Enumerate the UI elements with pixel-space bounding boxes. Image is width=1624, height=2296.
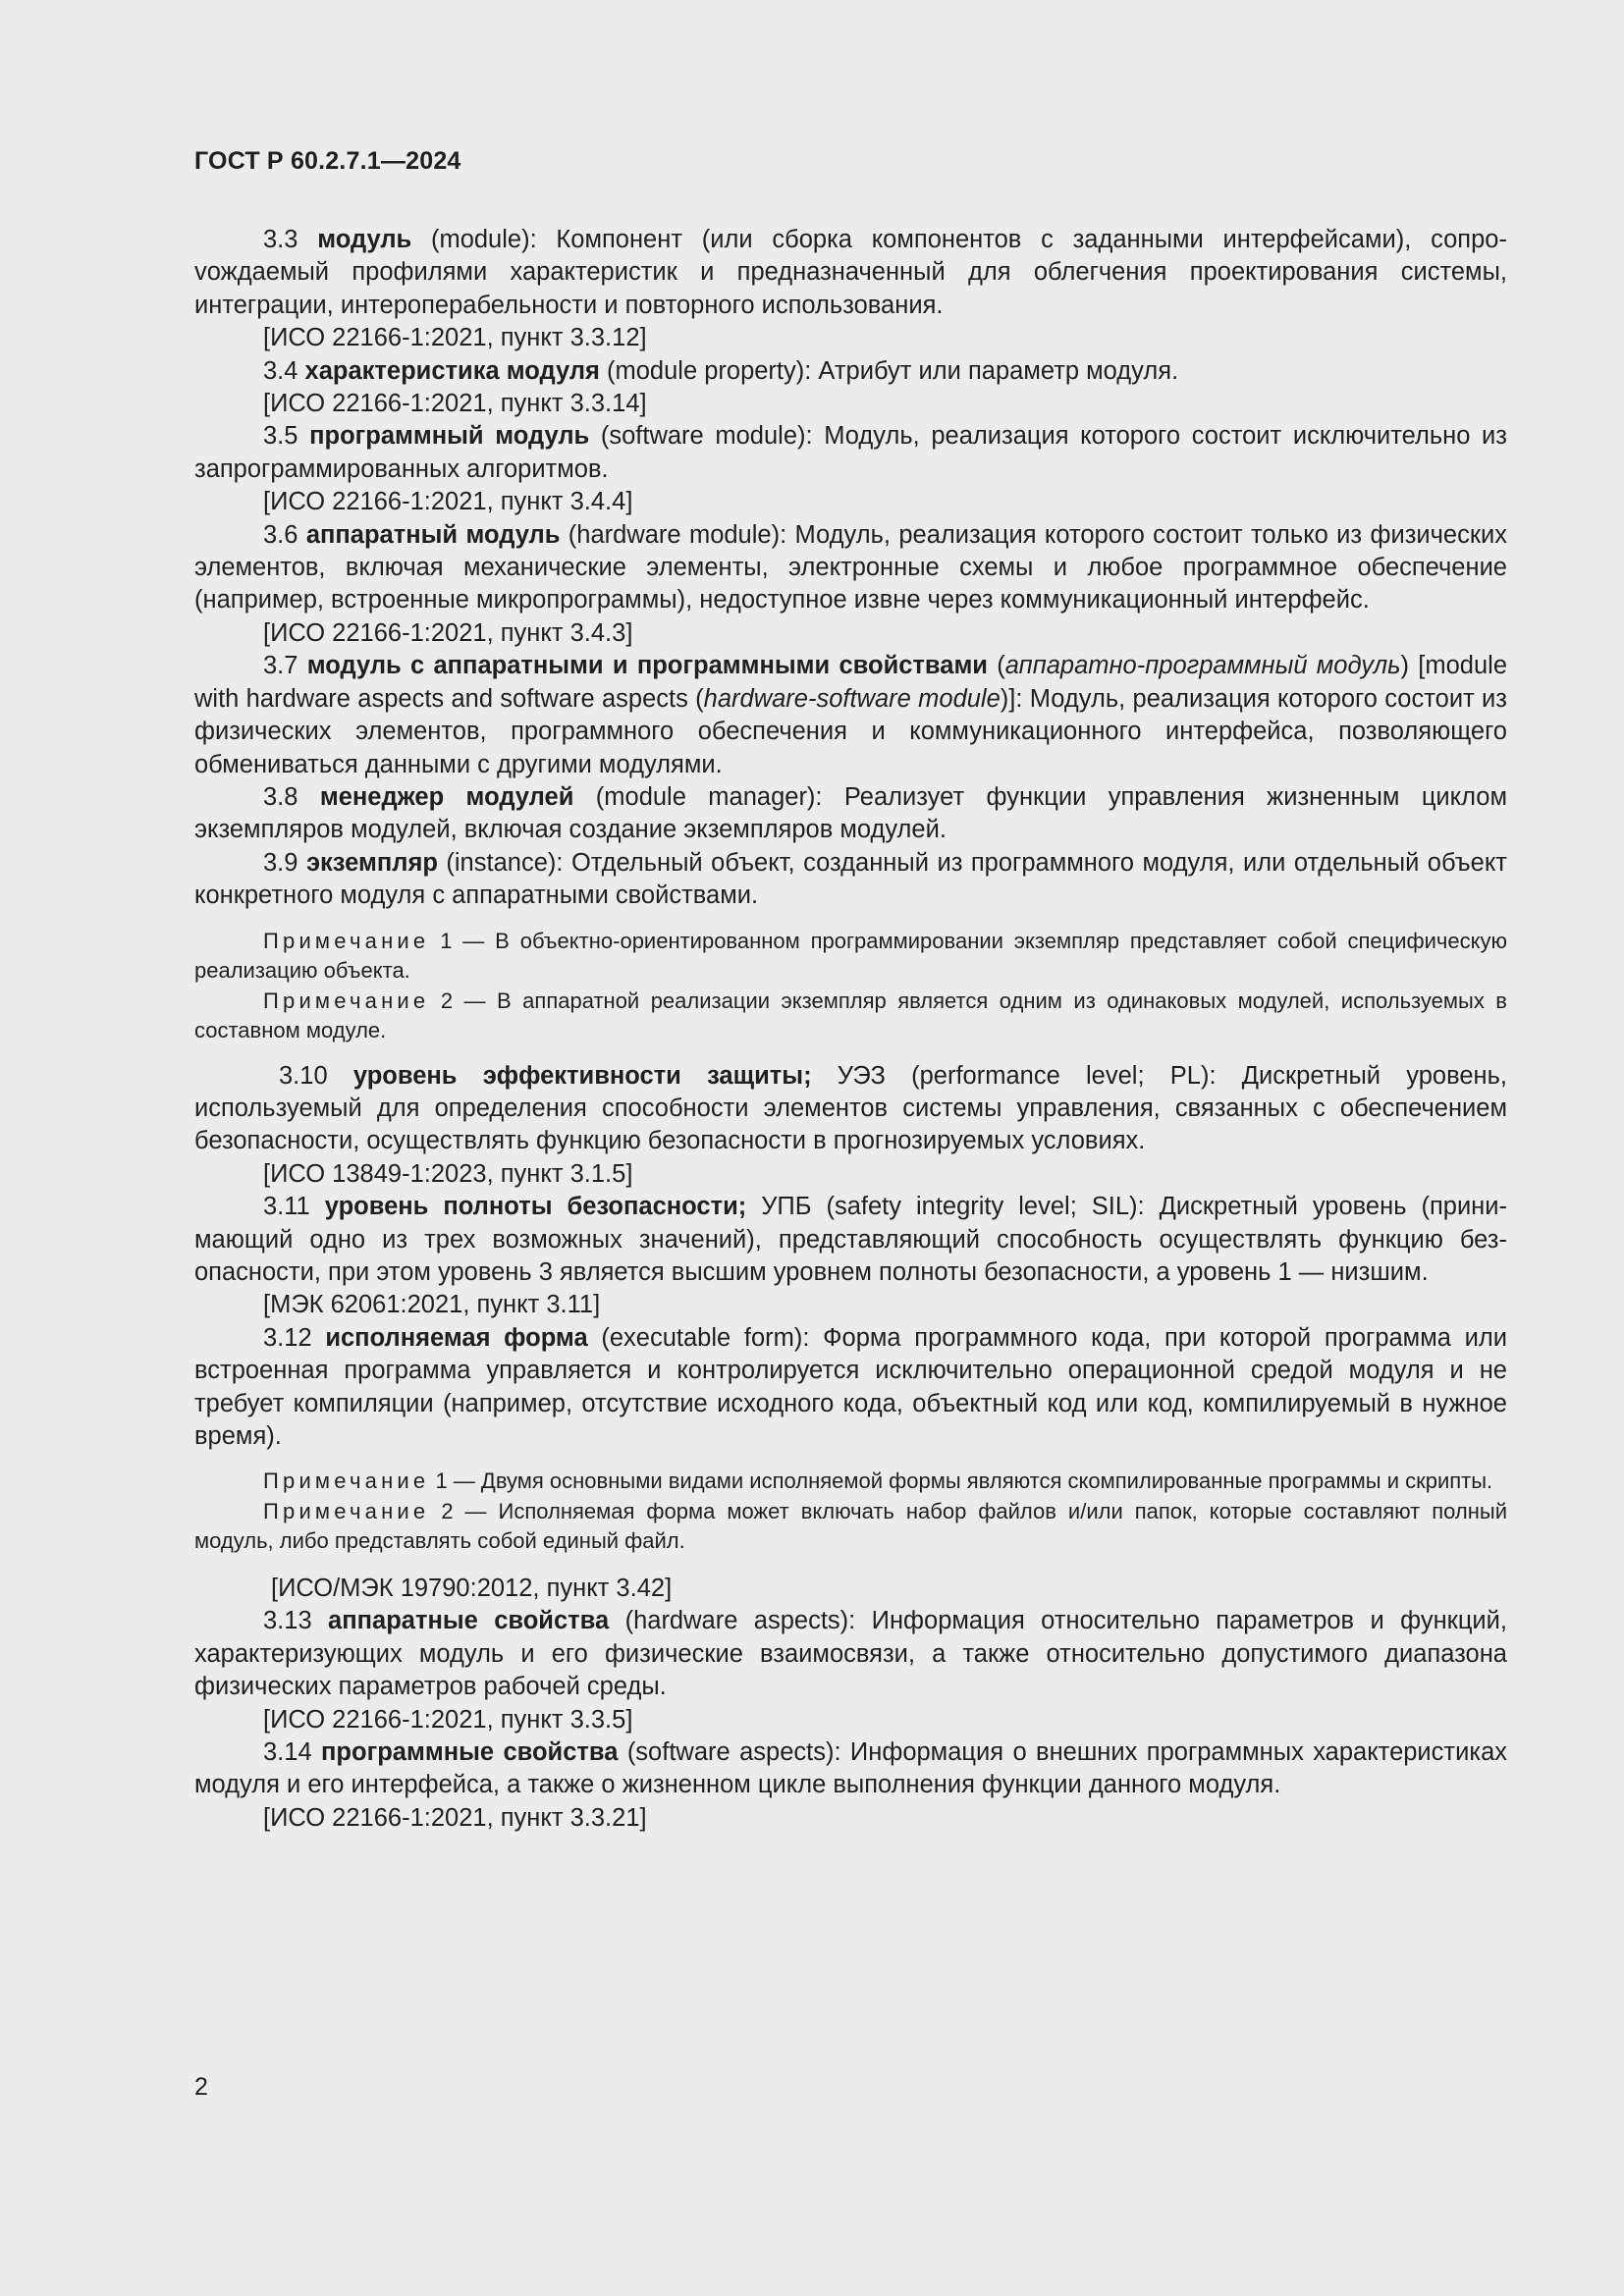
term: менеджер модулей — [319, 782, 574, 811]
entry-number: 3.5 — [263, 422, 310, 451]
source-reference: [ИСО 22166-1:2021, пункт 3.3.5] — [263, 1705, 633, 1734]
source-reference: [ИСО 22166-1:2021, пункт 3.3.14] — [263, 390, 647, 418]
term-entry-3-10 — [194, 1060, 1507, 1158]
entry-number: 3.8 — [263, 782, 320, 811]
term-synonym: аппаратно-программный модуль — [1004, 652, 1401, 680]
term-entry-3-6 — [194, 519, 1507, 617]
note-label: Примечание — [263, 928, 430, 953]
definition: УЭЗ (performance level; PL): Дискретный уровень, используемый для определения способности элементов системы управления, связанных с обеспечением безопасности, осуществлять функцию безопасности в прогнозируемых условиях. — [194, 1061, 1507, 1155]
term: модуль с аппаратными и программными свойствами — [306, 652, 988, 680]
definition: (hardware aspects): Информация относительно параметров и функций, характеризующих модуль и его физические взаимосвязи, а также относительно допустимого диапазона физических параметров рабочей среды. — [194, 1607, 1508, 1701]
term: программный модуль — [309, 422, 590, 451]
note — [194, 1467, 1507, 1497]
note — [194, 927, 1507, 987]
term-entry-3-4 — [194, 355, 1507, 388]
term-entry-3-8 — [194, 781, 1507, 847]
text-fragment: ( — [988, 652, 1005, 680]
term-entry-3-13 — [194, 1605, 1507, 1703]
entry-number: 3.12 — [263, 1323, 326, 1352]
definition: (software aspects): Информация о внешних программных характеристиках модуля и его интерфейса, а также о жизненном цикле выполнения функции данного модуля. — [194, 1737, 1507, 1799]
definition: (software module): Модуль, реализация которого состоит исключительно из запрограммированных алгоритмов. — [194, 422, 1507, 483]
term-entry-3-7 — [194, 650, 1507, 781]
entry-number: 3.6 — [263, 520, 306, 549]
note-text: 2 — Исполняемая форма может включать набор файлов и/или папок, которые составляют полный модуль, либо представлять собой единый файл. — [194, 1498, 1507, 1554]
term-entry-3-3 — [194, 224, 1507, 322]
note-label: Примечание — [263, 988, 430, 1013]
note-label: Примечание — [263, 1468, 430, 1494]
entry-number: 3.10 — [279, 1061, 353, 1090]
note-label: Примечание — [263, 1498, 430, 1523]
term-entry-3-11 — [194, 1191, 1507, 1289]
term: программные свойства — [321, 1737, 619, 1766]
source-reference: [ИСО 22166-1:2021, пункт 3.4.3] — [263, 618, 633, 647]
definition: (module manager): Реализует функции управления жизненным циклом экземпляров модулей, включая создание экземпляров модулей. — [194, 782, 1507, 844]
definition: (hardware module): Модуль, реализация которого состоит только из физических элементов, включая механические элементы, электронные схемы и любое программное обеспечение (например, встроенные микропрограммы), недоступное извне через коммуникационный интерфейс. — [194, 520, 1507, 614]
term: уровень полноты безопасности; — [324, 1193, 747, 1221]
document-body — [194, 224, 1507, 1835]
text-fragment: ) [module with hardware aspects and software aspects ( — [194, 652, 1508, 713]
term: исполняемая форма — [325, 1323, 588, 1352]
source-reference: [ИСО/МЭК 19790:2012, пункт 3.42] — [271, 1574, 673, 1602]
term: уровень эффективности защиты; — [352, 1061, 812, 1090]
term-entry-3-14 — [194, 1736, 1507, 1802]
definition: (instance): Отдельный объект, созданный из программного модуля, или отдельный объект конкретного модуля с аппаратными свойствами. — [194, 848, 1507, 910]
term: аппаратные свойства — [328, 1607, 610, 1635]
note-text: 2 — В аппаратной реализации экземпляр является одним из одинаковых модулей, используемых в составном модуле. — [194, 988, 1507, 1043]
term-entry-3-9 — [194, 847, 1507, 913]
entry-number: 3.3 — [263, 226, 318, 253]
term: характеристика модуля — [304, 356, 600, 385]
entry-number: 3.13 — [263, 1607, 329, 1635]
source-reference: [ИСО 22166-1:2021, пункт 3.4.4] — [263, 488, 633, 516]
note — [194, 987, 1507, 1046]
entry-number: 3.4 — [263, 356, 305, 385]
definition: (module property): Атрибут или параметр модуля. — [599, 356, 1179, 385]
entry-number: 3.9 — [263, 848, 306, 877]
page-number: 2 — [194, 2073, 208, 2101]
entry-number: 3.11 — [263, 1193, 325, 1221]
source-reference: [ИСО 22166-1:2021, пункт 3.3.12] — [263, 324, 647, 352]
source-reference: [МЭК 62061:2021, пункт 3.11] — [263, 1291, 601, 1319]
definition: УПБ (safety integrity level; SIL): Дискретный уровень (принимающий одно из трех возможных значений), представляющий способность осуществлять функцию безопасности, при этом уровень 3 является высшим уровнем полноты безопасности, а уровень 1 — низшим. — [194, 1193, 1508, 1286]
entry-number: 3.14 — [263, 1737, 322, 1766]
definition: )]: Модуль, реализация которого состоит из физических элементов, программного обеспечения и коммуникационного интерфейса, позволяющего обмениваться данными с другими модулями. — [194, 684, 1507, 778]
term-english-synonym: hardware-software module — [703, 684, 1001, 713]
term-entry-3-12 — [194, 1322, 1507, 1454]
term-entry-3-5 — [194, 420, 1507, 486]
document-header: ГОСТ Р 60.2.7.1—2024 — [194, 147, 461, 175]
term: экземпляр — [305, 848, 438, 877]
definition: (module): Компонент (или сборка компонентов с заданными интерфейсами), сопроvождаемый профилями характеристик и предназначенный для облегчения проектирования системы, интеграции, интероперабельности и повторного использования. — [194, 226, 1507, 319]
note — [194, 1497, 1507, 1557]
term: модуль — [317, 226, 412, 253]
definition: (executable form): Форма программного кода, при которой программа или встроенная программа управляется и контролируется исключительно операционной средой модуля и не требует компиляции (например, отсутствие исходного кода, объектный код или код, компилируемый в нужное время). — [194, 1323, 1507, 1450]
note-text: 1 — В объектно-ориентированном программировании экземпляр представляет собой специфическую реализацию объекта. — [194, 928, 1507, 984]
term: аппаратный модуль — [305, 520, 561, 549]
source-reference: [ИСО 22166-1:2021, пункт 3.3.21] — [263, 1803, 647, 1832]
note-text: 1 — Двумя основными видами исполняемой формы являются скомпилированные программы и скрипты. — [429, 1468, 1493, 1494]
source-reference: [ИСО 13849-1:2023, пункт 3.1.5] — [263, 1159, 633, 1188]
entry-number: 3.7 — [263, 652, 307, 680]
